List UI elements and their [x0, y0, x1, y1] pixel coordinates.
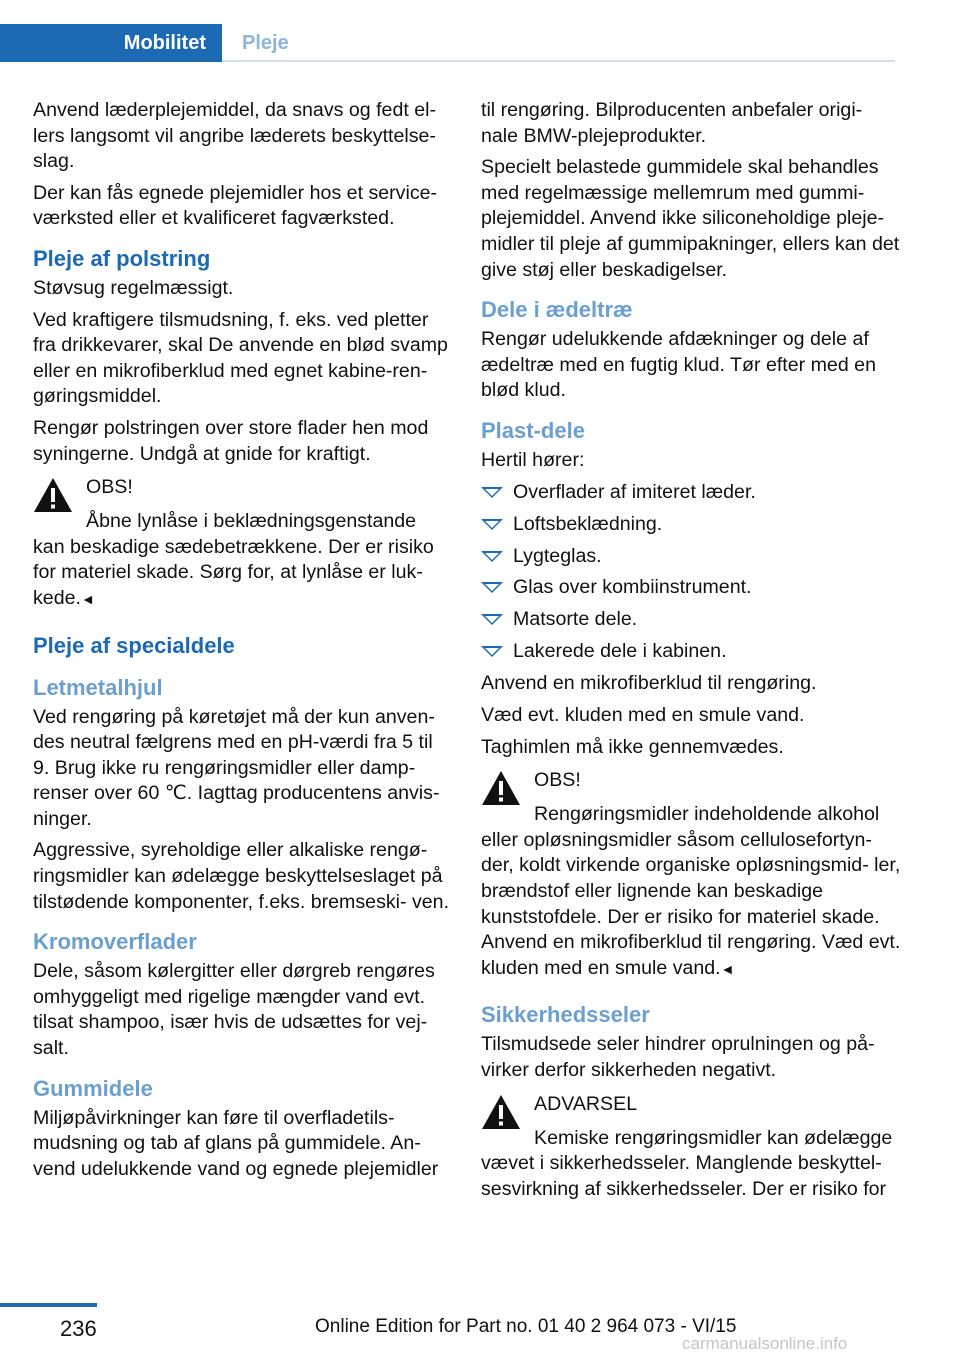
warning-triangle-icon	[33, 477, 73, 513]
paragraph: Tilsmudsede seler hindrer oprulningen og på‐ virker derfor sikkerheden negativt.	[481, 1033, 875, 1081]
footer-rule	[0, 1303, 97, 1307]
tab-bar	[0, 0, 895, 62]
warning-triangle-icon	[481, 770, 521, 806]
left-column	[33, 98, 453, 1188]
bullet-list	[481, 480, 901, 666]
warning-text: Rengøringsmidler indeholdende alkohol eller opløsningsmidler såsom cellulosefortyn‐ der, koldt virkende organiske opløsningsmid‐ ler, brændstof eller lignende kan beskadige kunststofdele. Der er risiko for materiel skade. Anvend en mikrofiberklud til rengøring. Væd evt. kluden med en smule vand.	[481, 803, 901, 979]
warning-title: OBS!	[86, 476, 133, 499]
paragraph: Taghimlen må ikke gennemvædes.	[481, 735, 784, 758]
list-item: Overflader af imiteret læder.	[481, 480, 901, 506]
heading-pleje-af-specialdele: Pleje af specialdele	[33, 632, 235, 658]
paragraph: Anvend læderplejemiddel, da snavs og fedt el‐ lers langsomt vil angribe læderets beskyttelse‐ slag.	[33, 99, 437, 173]
paragraph: Specielt belastede gummidele skal behandles med regelmæssige mellemrum med gummi‐ plejemiddel. Anvend ikke siliconeholdige pleje‐ midler til pleje af gummipakninger, ellers kan det give støj eller beskadigelser.	[481, 156, 900, 281]
tab-mobilitet[interactable]: Mobilitet	[0, 24, 222, 62]
heading-plast-dele: Plast-dele	[481, 417, 585, 443]
heading-gummidele: Gummidele	[33, 1075, 153, 1101]
list-item: Lygteglas.	[481, 544, 901, 570]
warning-box	[33, 475, 453, 612]
heading-sikkerhedsseler: Sikkerhedsseler	[481, 1002, 650, 1028]
heading-kromoverflader: Kromoverflader	[33, 929, 197, 955]
right-column	[481, 98, 901, 1208]
paragraph: Rengør udelukkende afdækninger og dele af ædeltræ med en fugtig klud. Tør efter med en blød klud.	[481, 328, 876, 402]
warning-box	[481, 1092, 901, 1203]
paragraph: Støvsug regelmæssigt.	[33, 276, 234, 299]
paragraph: Anvend en mikrofiberklud til rengøring.	[481, 672, 817, 695]
list-item: Glas over kombiinstrument.	[481, 575, 901, 601]
paragraph: Ved kraftigere tilsmudsning, f. eks. ved pletter fra drikkevarer, skal De anvende en blød svamp eller en mikrofiberklud med egnet kabine-ren‐ gøringsmiddel.	[33, 308, 448, 408]
watermark: carmanualsonline.info	[682, 1334, 848, 1353]
paragraph: Rengør polstringen over store flader hen mod syningerne. Undgå at gnide for kraftigt.	[33, 416, 429, 465]
footer-edition: Online Edition for Part no. 01 40 2 964 073 - VI/15	[315, 1316, 737, 1337]
paragraph: Miljøpåvirkninger kan føre til overfladetils‐ mudsning og tab af glans på gummidele. An‐ vend udelukkende vand og egnede plejemidler	[33, 1106, 439, 1180]
warning-text: Kemiske rengøringsmidler kan ødelægge vævet i sikkerhedsseler. Manglende beskyttel‐ sesvirkning af sikkerhedsseler. Der er risiko for	[481, 1126, 893, 1200]
list-item: Loftsbeklædning.	[481, 512, 901, 538]
list-item: Lakerede dele i kabinen.	[481, 639, 901, 665]
tab-pleje[interactable]: Pleje	[242, 31, 289, 54]
end-mark-icon: ◄	[80, 590, 95, 607]
heading-pleje-af-polstring: Pleje af polstring	[33, 245, 211, 271]
paragraph: Der kan fås egnede plejemidler hos et service‐ værksted eller et kvalificeret fagværksted.	[33, 181, 438, 230]
end-mark-icon: ◄	[720, 960, 735, 977]
paragraph: Hertil hører:	[481, 448, 585, 471]
paragraph: Væd evt. kluden med en smule vand.	[481, 704, 805, 727]
warning-text: Åbne lynlåse i beklædningsgenstande kan beskadige sædebetrækkene. Der er risiko for materiel skade. Sørg for, at lynlåse er luk‐ kede.	[33, 510, 434, 609]
heading-letmetalhjul: Letmetalhjul	[33, 674, 163, 700]
warning-triangle-icon	[481, 1094, 521, 1130]
paragraph: til rengøring. Bilproducenten anbefaler origi‐ nale BMW-plejeprodukter.	[481, 99, 863, 147]
warning-title: ADVARSEL	[534, 1092, 638, 1115]
paragraph: Aggressive, syreholdige eller alkaliske rengø‐ ringsmidler kan ødelægge beskyttelseslaget på tilstødende komponenter, f.eks. bremseski‐ ven.	[33, 839, 450, 913]
paragraph: Ved rengøring på køretøjet må der kun anven‐ des neutral fælgrens med en pH-værdi fra 5 til 9. Brug ikke ru rengøringsmidler eller damp‐ renser over 60 ℃. Iagttag producentens anvis‐ ninger.	[33, 705, 440, 830]
warning-title: OBS!	[534, 769, 581, 792]
heading-dele-i-aedeltrae: Dele i ædeltræ	[481, 297, 633, 323]
paragraph: Dele, såsom kølergitter eller dørgreb rengøres omhyggeligt med rigelige mængder vand evt. tilsat shampoo, især hvis de udsættes for vej‐ salt.	[33, 960, 435, 1060]
warning-box	[481, 768, 901, 982]
list-item: Matsorte dele.	[481, 607, 901, 633]
tab-underline	[222, 60, 895, 62]
page-number: 236	[60, 1316, 97, 1341]
